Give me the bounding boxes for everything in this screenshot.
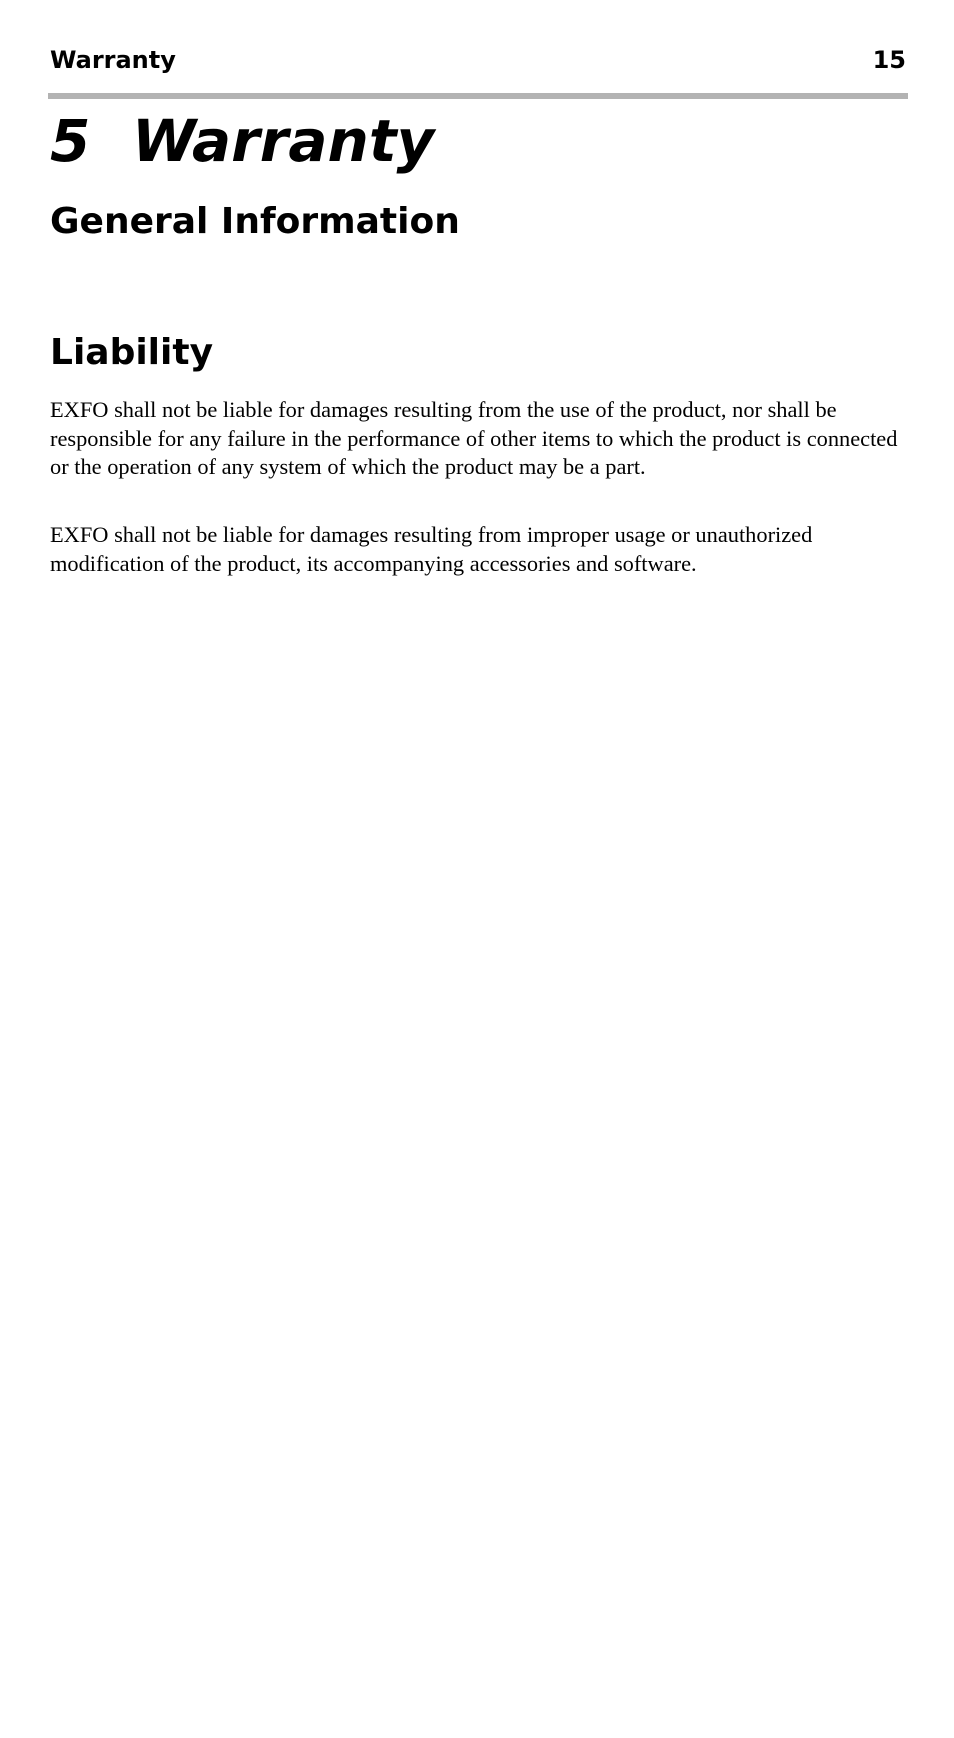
chapter-number: 5 [50, 107, 91, 175]
chapter-heading [50, 105, 434, 177]
header-divider [48, 93, 908, 99]
page-number: 15 [872, 46, 906, 74]
running-header [50, 42, 906, 78]
liability-paragraph: EXFO shall not be liable for damages resulting from the use of the product, nor shall be responsible for any failure in the performance of other items to which the product is connected or the operation of any system of which the product may be a part. [50, 397, 898, 480]
running-header-title: Warranty [50, 46, 176, 74]
section-heading-liability: Liability [50, 332, 214, 373]
liability-paragraph: EXFO shall not be liable for damages resulting from improper usage or unauthorized modification of the product, its accompanying accessories and software. [50, 522, 813, 576]
section-heading-general-information: General Information [50, 201, 460, 242]
chapter-title: Warranty [132, 107, 435, 175]
